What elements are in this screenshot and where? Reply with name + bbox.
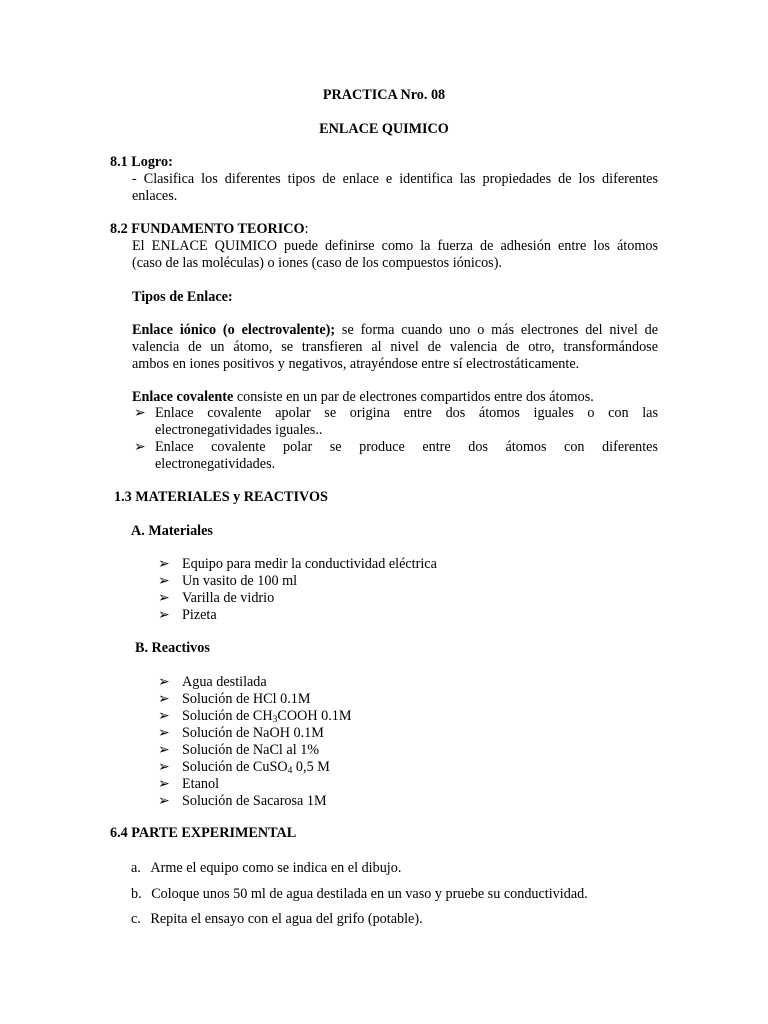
- fundamento-heading-row: [110, 221, 309, 238]
- formula-part: Solución de CuSO: [182, 759, 288, 775]
- experimental-step-c: [131, 911, 423, 928]
- logro-line-2: enlaces.: [132, 188, 178, 204]
- step-text: Arme el equipo como se indica en el dibujo.: [150, 860, 402, 876]
- step-text: Coloque unos 50 ml de agua destilada en un vaso y pruebe su conductividad.: [151, 886, 588, 902]
- materiales-reactivos-heading: 1.3 MATERIALES y REACTIVOS: [114, 489, 328, 505]
- fundamento-heading: 8.2 FUNDAMENTO TEORICO: [110, 221, 305, 237]
- page-subtitle: ENLACE QUIMICO: [319, 121, 449, 137]
- formula-subscript: 3: [272, 715, 278, 725]
- ionico-line-2: valencia de un átomo, se transfieren al nivel de valencia de otro, transformándose: [132, 339, 658, 355]
- arrow-bullet-icon: ➢: [158, 776, 170, 792]
- step-marker: c.: [131, 911, 141, 927]
- arrow-bullet-icon: ➢: [158, 793, 170, 809]
- fundamento-colon: :: [304, 221, 309, 237]
- ionico-term: Enlace iónico (o electrovalente);: [132, 322, 336, 338]
- experimental-heading: 6.4 PARTE EXPERIMENTAL: [110, 825, 297, 841]
- covalente-line: [132, 389, 594, 406]
- arrow-bullet-icon: ➢: [158, 725, 170, 741]
- arrow-bullet-icon: ➢: [158, 556, 170, 572]
- formula-part: 0,5 M: [292, 759, 330, 775]
- list-item: [158, 590, 437, 607]
- formula-part: Solución de CH: [182, 708, 273, 724]
- list-item: [158, 725, 352, 742]
- list-item: [158, 742, 352, 759]
- arrow-bullet-icon: ➢: [158, 742, 170, 758]
- formula-part: COOH 0.1M: [277, 708, 352, 724]
- list-item-text: Solución de NaOH 0.1M: [182, 725, 324, 741]
- list-item: [158, 708, 352, 725]
- tipos-heading: Tipos de Enlace:: [132, 289, 233, 305]
- arrow-bullet-icon: ➢: [158, 590, 170, 606]
- experimental-step-b: [131, 886, 588, 903]
- ionico-line-1: [132, 322, 658, 339]
- list-item-text: Etanol: [182, 776, 220, 792]
- list-item: [158, 556, 437, 573]
- materiales-list: [158, 556, 437, 624]
- covalente-bullet-2-line-1: Enlace covalente polar se produce entre dos átomos con diferentes: [155, 439, 658, 455]
- list-item-text: Varilla de vidrio: [182, 590, 275, 606]
- ionico-line-3: ambos en iones positivos y negativos, atrayéndose entre sí electrostáticamente.: [132, 356, 580, 372]
- list-item: [158, 759, 352, 776]
- covalente-bullet-1-line-1: Enlace covalente apolar se origina entre dos átomos iguales o con las: [155, 405, 658, 421]
- covalente-bullet-2-line-2: electronegatividades.: [155, 456, 276, 472]
- covalente-bullet-1-line-2: electronegatividades iguales..: [155, 422, 323, 438]
- fundamento-line-2: (caso de las moléculas) o iones (caso de los compuestos iónicos).: [132, 255, 502, 271]
- page-title: PRACTICA Nro. 08: [322, 87, 446, 103]
- step-text: Repita el ensayo con el agua del grifo (potable).: [150, 911, 423, 927]
- covalente-bullet-2: [134, 439, 658, 473]
- covalente-text: consiste en un par de electrones compartidos entre dos átomos.: [233, 389, 594, 405]
- list-item: [158, 793, 352, 810]
- ionico-text: se forma cuando uno o más electrones del nivel de: [335, 322, 658, 338]
- list-item: [158, 674, 352, 691]
- arrow-bullet-icon: ➢: [158, 674, 170, 690]
- list-item: [158, 691, 352, 708]
- reactivos-list: [158, 674, 352, 810]
- list-item: [158, 607, 437, 624]
- arrow-bullet-icon: ➢: [158, 691, 170, 707]
- arrow-bullet-icon: ➢: [158, 607, 170, 623]
- logro-heading: 8.1 Logro:: [110, 154, 173, 170]
- arrow-bullet-icon: ➢: [134, 405, 146, 421]
- reactivos-heading: B. Reactivos: [135, 640, 210, 656]
- arrow-bullet-icon: ➢: [158, 708, 170, 724]
- arrow-bullet-icon: ➢: [158, 573, 170, 589]
- fundamento-line-1: El ENLACE QUIMICO puede definirse como la fuerza de adhesión entre los átomos: [132, 238, 658, 254]
- list-item-text: [182, 708, 352, 724]
- list-item: [158, 776, 352, 793]
- arrow-bullet-icon: ➢: [134, 439, 146, 455]
- step-marker: b.: [131, 886, 142, 902]
- covalente-term: Enlace covalente: [132, 389, 234, 405]
- list-item-text: Solución de HCl 0.1M: [182, 691, 311, 707]
- list-item-text: Equipo para medir la conductividad eléctrica: [182, 556, 437, 572]
- step-marker: a.: [131, 860, 141, 876]
- list-item-text: Pizeta: [182, 607, 217, 623]
- list-item-text: Solución de Sacarosa 1M: [182, 793, 327, 809]
- list-item-text: [182, 759, 330, 775]
- list-item-text: Agua destilada: [182, 674, 267, 690]
- covalente-bullet-1: [134, 405, 658, 439]
- list-item-text: Un vasito de 100 ml: [182, 573, 298, 589]
- materiales-heading: A. Materiales: [131, 523, 213, 539]
- formula-subscript: 4: [287, 766, 293, 776]
- experimental-step-a: [131, 860, 401, 877]
- list-item-text: Solución de NaCl al 1%: [182, 742, 320, 758]
- arrow-bullet-icon: ➢: [158, 759, 170, 775]
- logro-line-1: - Clasifica los diferentes tipos de enlace e identifica las propiedades de los diferentes: [132, 171, 658, 187]
- list-item: [158, 573, 437, 590]
